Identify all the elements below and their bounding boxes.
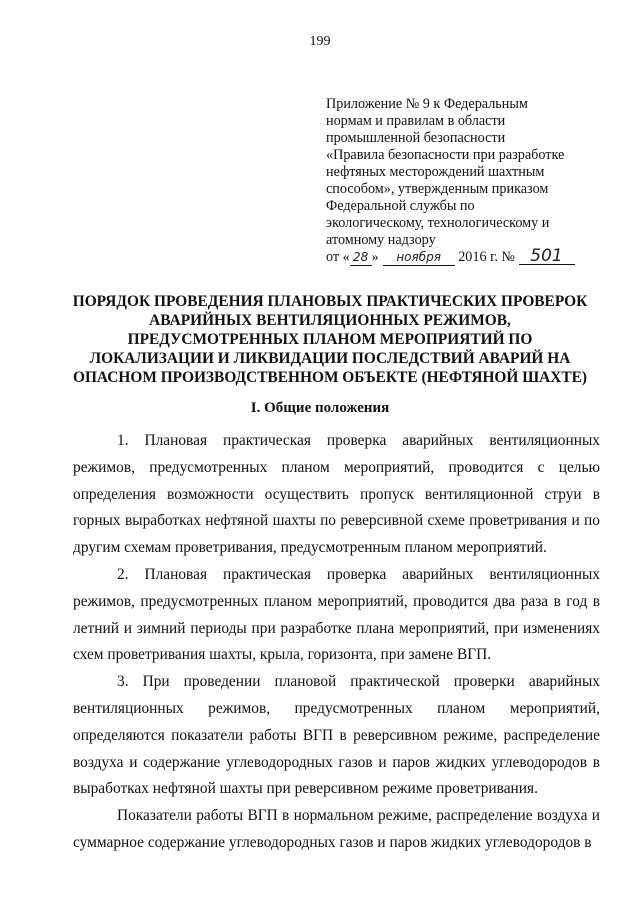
appendix-line: «Правила безопасности при разработке: [326, 147, 565, 163]
page-number: 199: [309, 34, 331, 49]
body-text: [73, 428, 600, 857]
appendix-block: [326, 96, 626, 266]
paragraph: 3. При проведении плановой практической проверки аварийных вентиляционных режимов, предусмотренных планом мероприятий, определяются показатели работы ВГП в реверсивном режиме, распределение воздуха и содержание углеводородных газов и паров жидких углеводородов в выработках нефтяной шахты при реверсивном режиме проветривания.: [73, 673, 600, 798]
handwritten-month: ноября: [383, 250, 455, 266]
appendix-line: Приложение № 9 к Федеральным: [326, 96, 528, 112]
handwritten-day: 28: [350, 250, 372, 266]
paragraph: 2. Плановая практическая проверка аварийных вентиляционных режимов, предусмотренных планом мероприятий, проводится два раза в год в летний и зимний периоды при разработке плана мероприятий, при изменениях схем проветривания шахты, крыла, горизонта, при замене ВГП.: [73, 565, 600, 664]
order-date-line: [326, 246, 626, 266]
order-year-text: 2016 г. №: [458, 249, 515, 265]
title-line: ПОРЯДОК ПРОВЕДЕНИЯ ПЛАНОВЫХ ПРАКТИЧЕСКИХ ПРОВЕРОК: [72, 293, 588, 310]
appendix-line: Федеральной службы по: [326, 198, 475, 214]
order-prefix: от: [326, 249, 340, 265]
section-heading: I. Общие положения: [250, 400, 390, 416]
open-quote: «: [342, 250, 350, 265]
title-line: ПРЕДУСМОТРЕННЫХ ПЛАНОМ МЕРОПРИЯТИЙ ПО: [127, 331, 533, 348]
appendix-line: промышленной безопасности: [326, 130, 506, 146]
title-line: ЛОКАЛИЗАЦИИ И ЛИКВИДАЦИИ ПОСЛЕДСТВИЙ АВАРИЙ НА: [89, 350, 571, 367]
close-quote: »: [371, 250, 379, 265]
title-line: АВАРИЙНЫХ ВЕНТИЛЯЦИОННЫХ РЕЖИМОВ,: [149, 312, 511, 329]
paragraph: Показатели работы ВГП в нормальном режиме, распределение воздуха и суммарное содержание углеводородных газов и паров жидких углеводородов в: [73, 807, 600, 851]
title-line: ОПАСНОМ ПРОИЗВОДСТВЕННОМ ОБЪЕКТЕ (НЕФТЯНОЙ ШАХТЕ): [72, 369, 587, 386]
appendix-line: нормам и правилам в области: [326, 113, 506, 129]
appendix-line: способом», утвержденным приказом: [326, 181, 549, 197]
appendix-line: экологическому, технологическому и: [326, 215, 550, 231]
handwritten-order-number: 501: [519, 249, 575, 265]
appendix-line: нефтяных месторождений шахтным: [326, 164, 545, 180]
appendix-line: атомному надзору: [326, 232, 436, 248]
document-title: [60, 292, 600, 387]
paragraph: 1. Плановая практическая проверка аварийных вентиляционных режимов, предусмотренных планом мероприятий, проводится с целью определения возможности осуществить пропуск вентиляционной струи в горных выработках нефтяной шахты по реверсивной схеме проветривания и по другим схемам проветривания, предусмотренным планом мероприятий.: [73, 432, 600, 557]
